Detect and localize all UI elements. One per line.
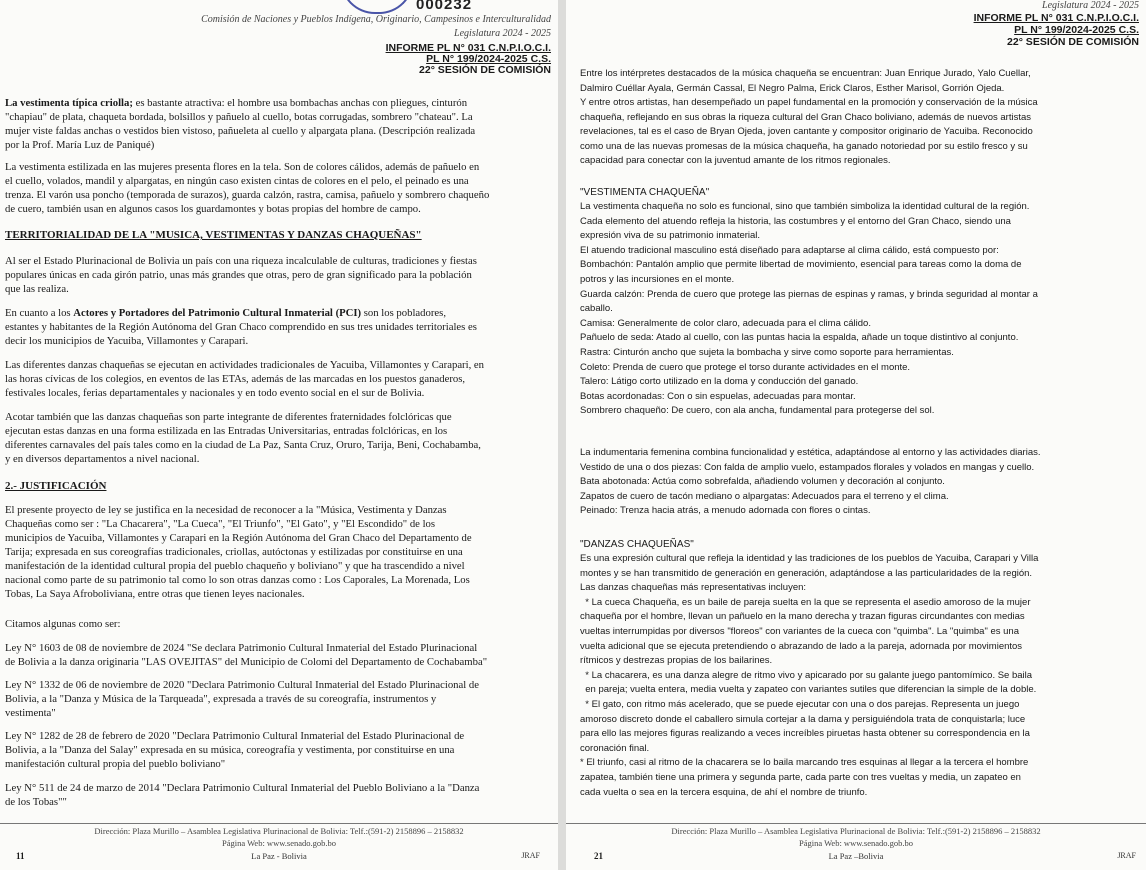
initials: JRAF (1117, 851, 1136, 860)
informe-number: INFORME PL N° 031 C.N.P.I.O.C.I. (385, 42, 551, 54)
section-indumentaria-femenina: La indumentaria femenina combina funcionalidad y estética, adaptándose al entorno y las actividades diarias. Vestido de una o dos piezas: Con falda de amplio vuelo, estampados florales y volados en mangas y cuello. Bata abotonada: Actúa como sobrefalda, añadiendo volumen y decoración al conjunto. Zapatos de cuero de tacón mediano o alpargatas: Adecuados para el terreno y el clima. Peinado: Trenza hacia atrás, a menudo adornada con flores o cintas. (580, 447, 1041, 517)
paragraph-ley-1282: Ley N° 1282 de 28 de febrero de 2020 "Declara Patrimonio Cultural Inmaterial del Estado Plurinacional de Bolivia, a la "Danza del Salay" expresada en su música, coreografía y vestimenta, por constituirse en una manifestación cultural propia del pueblo boliviano" (5, 730, 465, 770)
session-label: 22° SESIÓN DE COMISIÓN (1007, 36, 1139, 48)
pl-number: PL N° 199/2024-2025 C.S. (1014, 24, 1139, 36)
footer-city: La Paz –Bolivia (828, 851, 884, 861)
document-number: 000232 (416, 0, 473, 13)
paragraph-danzas-ejecucion: Las diferentes danzas chaqueñas se ejecutan en actividades tradicionales de Yacuiba, Villamontes y Carapari, en las horas cívicas de los colegios, en eventos de las ETAs, además de las marcadas en los puestos ganaderos, festivales locales, ferias departamentales y nacionales y en todo evento social en el sur de Bolivia. (5, 359, 485, 399)
pl-number: PL N° 199/2024-2025 C.S. (426, 53, 551, 65)
heading-danzas-chaquenas: "DANZAS CHAQUEÑAS" (580, 539, 694, 550)
paragraph-actores-portadores: En cuanto a los Actores y Portadores del Patrimonio Cultural Inmaterial (PCI) son los pobladores, estantes y habitantes de la Región Autónoma del Gran Chaco comprendido en sus tres unidades territoriales es decir los municipios de Yacuiba, Villamontes y Carapari. (5, 307, 477, 347)
paragraph-citamos: Citamos algunas como ser: (5, 618, 121, 630)
paragraph-ley-511: Ley N° 511 de 24 de marzo de 2014 "Declara Patrimonio Cultural Inmaterial del Pueblo Boliviano a la "Danza de los Tobas"" (5, 782, 480, 808)
session-label: 22° SESIÓN DE COMISIÓN (419, 64, 551, 76)
informe-number: INFORME PL N° 031 C.N.P.I.O.C.I. (973, 12, 1139, 24)
section-vestimenta: La vestimenta chaqueña no solo es funcional, sino que también simboliza la identidad cultural de la región. Cada elemento del atuendo refleja la historia, las costumbres y el entorno del Gran Chaco, siendo una expresión viva de su patrimonio inmaterial. El atuendo tradicional masculino está diseñado para adaptarse al clima cálido, está compuesto por: Bombachón: Pantalón amplio que permite libertad de movimiento, esencial para tareas como la doma de potros y las incursiones en el monte. Guarda calzón: Prenda de cuero que protege las piernas de espinas y ramas, y brinda seguridad al montar a caballo. Camisa: Generalmente de color claro, adecuada para el clima cálido. Pañuelo de seda: Atado al cuello, con las puntas hacia la espalda, añade un toque distintivo al conjunto. Rastra: Cinturón ancho que sujeta la bombacha y sirve como soporte para herramientas. Coleto: Prenda de cuero que protege el torso durante actividades en el monte. Talero: Látigo corto utilizado en la doma y conducción del ganado. Botas acordonadas: Con o sin espuelas, adecuadas para montar. Sombrero chaqueño: De cuero, con ala ancha, fundamental para protegerse del sol. (580, 201, 1038, 417)
paragraph-fraternidades: Acotar también que las danzas chaqueñas son parte integrante de diferentes fraternidades folclóricas que ejecutan estas danzas en una forma estilizada en las Entradas Universitarias, entradas folclóricas, en los diferentes carnavales del país tales como en la ciudad de La Paz, Santa Cruz, Oruro, Tarija, Beni, Cochabamba, y en diversos departamentos a nivel nacional. (5, 411, 481, 465)
heading-territorialidad: TERRITORIALIDAD DE LA "MUSICA, VESTIMENTAS Y DANZAS CHAQUEÑAS" (5, 229, 422, 241)
paragraph-ley-1332: Ley N° 1332 de 06 de noviembre de 2020 "Declara Patrimonio Cultural Inmaterial del Estado Plurinacional de Bolivia, a la "Danza y Música de la Tarqueada", expresada a través de su coreografía, instrumentos y vestimenta" (5, 679, 480, 719)
footer-rule (566, 823, 1146, 824)
legislature-label: Legislatura 2024 - 2025 (1042, 0, 1139, 11)
footer-address: Dirección: Plaza Murillo – Asamblea Legislativa Plurinacional de Bolivia: Telf.:(591-2) 2158896 – 2158832 (94, 826, 464, 836)
paragraph-justificacion: El presente proyecto de ley se justifica en la necesidad de reconocer a la "Música, Vestimenta y Danzas Chaqueñas como ser : "La Chacarera", "La Cueca", "El Triunfo", "El Gato", y "El Escondido" de los municipios de Yacuiba, Villamontes y Carapari en la Región Autónoma del Gran Chaco del Departamento de Tarija; expresada en sus coreografías tradicionales, criollas, autóctonas y estilizadas por constituirse en una manifestación de la identidad cultural propia del pueblo chaqueño y boliviano" y que ha trascendido a nivel nacional como parte de su patrimonio tal como lo son otras danzas como : Los Caporales, La Morenada, Los Tobas, La Saya Afroboliviana, entre otras que tienen leyes nacionales. (5, 504, 472, 600)
pci-bold: Actores y Portadores del Patrimonio Cultural Inmaterial (PCI) (73, 307, 362, 319)
page-number: 11 (16, 851, 25, 861)
footer-rule (0, 823, 558, 824)
initials: JRAF (521, 851, 540, 860)
page-gutter (558, 0, 566, 870)
heading-vestimenta-chaquena: "VESTIMENTA CHAQUEÑA" (580, 187, 710, 198)
footer-city: La Paz - Bolivia (251, 851, 307, 861)
paragraph-estado-plurinacional: Al ser el Estado Plurinacional de Bolivia un país con una riqueza incalculable de culturas, tradiciones y fiestas populares únicas en cada girón patrio, unas más grandes que otras, pero de gran significado para la población que las realiza. (5, 255, 477, 295)
footer-web: Página Web: www.senado.gob.bo (798, 838, 914, 848)
heading-justificacion: 2.- JUSTIFICACIÓN (5, 480, 107, 492)
section-danzas: Es una expresión cultural que refleja la identidad y las tradiciones de los pueblos de Yacuiba, Carapari y Villa montes y se han transmitido de generación en generación, adaptándose a las particularidades de la región. Las danzas chaqueñas más representativas incluyen: * La cueca Chaqueña, es un baile de pareja suelta en la que se representa el asedio amoroso de la mujer chaqueña por el hombre, llevan un pañuelo en la mano derecha y trazan figuras circundantes con medias vueltas interrumpidas por diversos "floreos" con variantes de la cueca con "quimba". La "quimba" es una vuelta adicional que se ejecuta pretendiendo o abrazando de lado a la pareja, adornada por movimientos rítmicos y destrezas propias de los bailarines. * La chacarera, es una danza alegre de ritmo vivo y apicarado por su galante juego pantomímico. Se baila en pareja; vuelta entera, media vuelta y zapateo con variantes sutiles que diferencian la simple de la doble. * El gato, con ritmo más acelerado, que se puede ejecutar con una o dos parejas. Representa un juego amoroso discreto donde el caballero simula cortejar a la dama y persiguiéndola trata de conquistarla; luce para ello las mejores figuras realizando a veces increíbles piruetas hasta obtener su correspondencia en la coronación final. * El triunfo, casi al ritmo de la chacarera se lo baila marcando tres esquinas al llegar a la tercera el hombre zapatea, también tiene una primera y segunda parte, cada parte con tres vueltas y media, un zapateo en cada vuelta o sea en la tercera esquina, de ahí el nombre de triunfo. (580, 553, 1039, 798)
paragraph-vestimenta-estilizada: La vestimenta estilizada en las mujeres presenta flores en la tela. Son de colores cálidos, además de pañuelo en el cuello, volados, mandil y alpargatas, en ningún caso existen cintas de colores en el pelo, el peinado es una trenza. El varón usa poncho (temporada de surazos), guarda calzón, rastra, camisa, pañuelo y sombrero chaqueño de cuero, también usan en algunos casos los guardamontes y botas propias del hombre de campo. (5, 161, 490, 215)
paragraph-ley-1603: Ley N° 1603 de 08 de noviembre de 2024 "Se declara Patrimonio Cultural Inmaterial del Estado Plurinacional de Bolivia a la danza originaria "LAS OVEJITAS" del Municipio de Colomi del Departamento de Cochabamba" (5, 642, 488, 668)
left-page (0, 0, 558, 870)
right-page (566, 0, 1146, 870)
paragraph-vestimenta-criolla: La vestimenta típica criolla; es bastante atractiva: el hombre usa bombachas anchas con pliegues, cinturón "chapiau" de plata, chaqueta bordada, bolsillos y pañuelo al cuello, botas corrugadas, sombrero "chateau". La mujer viste faldas anchas o vestidos bien vistoso, pañueleta al cuello y alpargata plana. (Descripción realizada por la Prof. María Luz de Paniqué) (5, 97, 476, 151)
footer-address: Dirección: Plaza Murillo – Asamblea Legislativa Plurinacional de Bolivia: Telf.:(591-2) 2158896 – 2158832 (671, 826, 1041, 836)
vestimenta-criolla-bold: La vestimenta típica criolla; (5, 97, 133, 109)
page-number: 21 (594, 851, 603, 861)
paragraph-interpretes: Entre los intérpretes destacados de la música chaqueña se encuentran: Juan Enrique Jurado, Yalo Cuellar, Dalmiro Cuéllar Ayala, Germán Cassal, El Negro Palma, Erick Claros, Esther Marisol, Gorrión Ojeda. Y entre otros artistas, han desempeñado un papel fundamental en la promoción y conservación de la música chaqueña, reflejando en sus obras la riqueza cultural del Gran Chaco boliviano, además de nuevos artistas revelaciones, tal es el caso de Bryan Ojeda, joven cantante y compositor originario de Yacuiba. Reconocido como una de las nuevas promesas de la música chaqueña, ha ganado notoriedad por su estilo fresco y su capacidad para conectar con la juventud amante de los ritmos regionales. (580, 68, 1038, 166)
footer-web: Página Web: www.senado.gob.bo (221, 838, 337, 848)
seal-stamp (340, 0, 414, 14)
legislature-label: Legislatura 2024 - 2025 (454, 28, 551, 39)
commission-name: Comisión de Naciones y Pueblos Indígena, Originario, Campesinos e Interculturalidad (201, 14, 551, 25)
